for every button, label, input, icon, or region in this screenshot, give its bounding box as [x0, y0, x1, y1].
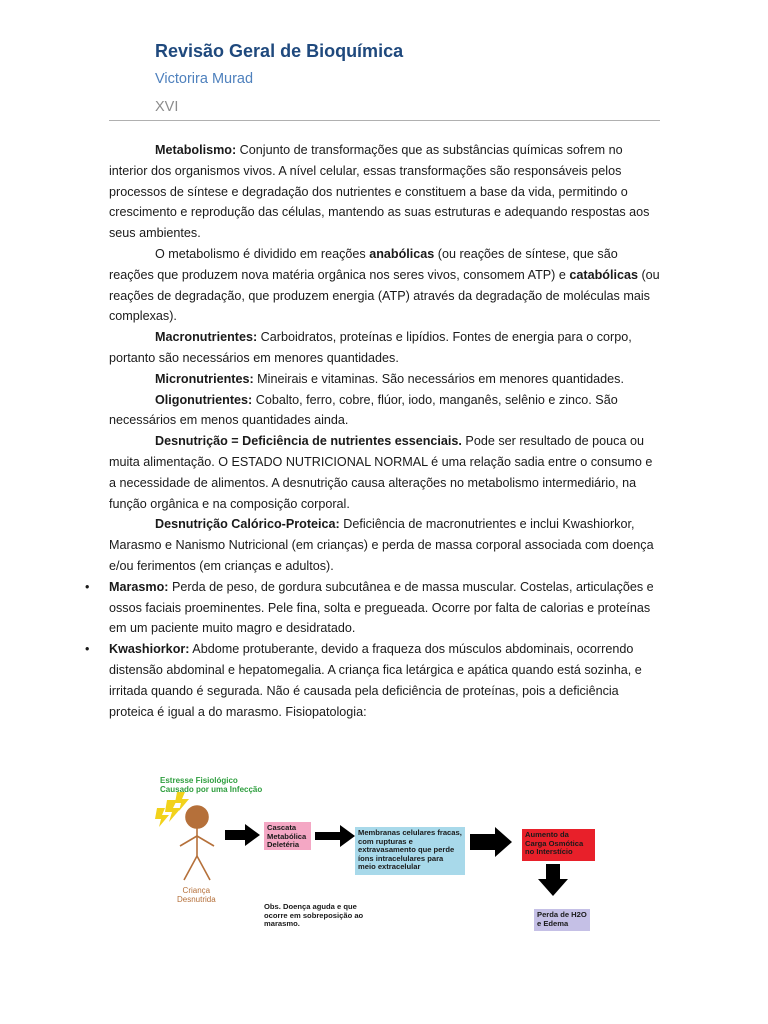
text-desnutricao: Pode ser resultado de pouca ou muita alimentação. O ESTADO NUTRICIONAL NORMAL é uma relação sadia entre o consumo e a necessidade de alimentos. A desnutrição causa alterações no metabolismo intermediário, na função orgânica e na composição corporal.	[109, 434, 653, 511]
text-oligonutrientes: Cobalto, ferro, cobre, flúor, iodo, manganês, selênio e zinco. São necessários em menos quantidades ainda.	[109, 392, 618, 428]
bullet-marker: •	[85, 642, 90, 657]
paragraph-oligonutrientes	[109, 390, 660, 432]
text-divisao-1: O metabolismo é dividido em reações	[155, 246, 370, 261]
term-marasmo: Marasmo:	[109, 579, 169, 594]
document-author: Victorira Murad	[155, 71, 254, 87]
text-metabolismo: Conjunto de transformações que as substâncias químicas sofrem no interior dos organismos vivos. A nível celular, essas transformações são responsáveis pelos processos de síntese e degradação dos nutrientes e constituem a base da vida, permitindo o crescimento e reprodução das células, mantendo as suas estruturas e adequando respostas aos seus ambientes.	[109, 143, 650, 241]
box-membranas-celulares: Membranas celulares fracas, com rupturas e extravasamento que perde íons intracelulares para meio extracelular	[355, 827, 465, 875]
stress-label-line-2: Causado por uma Infecção	[160, 785, 263, 794]
term-anabolicas: anabólicas	[369, 246, 435, 261]
box-cascata-metabolica: Cascata Metabólica Deletéria	[264, 822, 311, 850]
text-desnutricao-calorico-proteica: Deficiência de macronutrientes e inclui Kwashiorkor, Marasmo e Nanismo Nutricional (em crianças) e perda de massa corporal associada com doença e/ou ferimentos (em crianças e adultos).	[109, 517, 654, 573]
diagram-note: Obs. Doença aguda e que ocorre em sobreposição ao marasmo.	[264, 902, 364, 929]
text-marasmo: Perda de peso, de gordura subcutânea e de massa muscular. Costelas, articulações e ossos faciais proeminentes. Pele fina, solta e pregueada. Ocorre por falta de calorias e proteínas em um paciente muito magro e desidratado.	[109, 579, 654, 636]
paragraph-micronutrientes	[109, 369, 660, 390]
stress-label-line-1: Estresse Fisiológico	[160, 776, 238, 785]
paragraph-desnutricao	[109, 431, 660, 514]
header-divider	[109, 120, 660, 121]
child-label-line-1: Criança	[182, 886, 211, 895]
child-label	[177, 886, 216, 904]
text-micronutrientes: Mineirais e vitaminas. São necessários em menores quantidades.	[253, 371, 624, 386]
arrow-down-icon	[538, 864, 568, 896]
paragraph-macronutrientes	[109, 327, 660, 369]
paragraph-desnutricao-calorico-proteica	[109, 514, 660, 576]
document-edition: XVI	[155, 99, 179, 115]
arrow-right-icon	[315, 825, 355, 847]
box-perda-h2o-edema: Perda de H2O e Edema	[534, 909, 590, 931]
term-desnutricao-calorico-proteica: Desnutrição Calórico-Proteica:	[155, 517, 340, 532]
text-macronutrientes: Carboidratos, proteínas e lipídios. Fontes de energia para o corpo, portanto são necessários em menores quantidades.	[109, 330, 632, 365]
child-figure-icon	[180, 806, 214, 880]
pathophysiology-diagram	[150, 772, 620, 942]
paragraph-divisao	[109, 244, 660, 327]
term-catabolicas: catabólicas	[569, 267, 638, 282]
list-item	[85, 639, 660, 722]
text-kwashiorkor: Abdome protuberante, devido a fraqueza dos músculos abdominais, ocorrendo distensão abdominal e hepatomegalia. A criança fica letárgica e apática quando está sozinha, e irritada quando é segurada. Não é causada pela deficiência de proteínas, pois a deficiência proteica é igual a do marasmo. Fisiopatologia:	[109, 642, 642, 719]
document-body	[85, 140, 660, 722]
term-kwashiorkor: Kwashiorkor:	[109, 642, 190, 657]
term-metabolismo: Metabolismo:	[155, 143, 237, 157]
term-desnutricao: Desnutrição = Deficiência de nutrientes essenciais.	[155, 434, 462, 449]
box-carga-osmotica: Aumento da Carga Osmótica no Interstício	[522, 829, 595, 861]
lightning-bolt-icon	[155, 792, 189, 827]
text-divisao-2: (ou reações de síntese, que são reações que produzem nova matéria orgânica nos seres vivos, consomem ATP) e	[109, 246, 618, 282]
text-divisao-3: (ou reações de degradação, que produzem energia (ATP) através da degradação de moléculas mais complexas).	[109, 267, 660, 324]
term-oligonutrientes: Oligonutrientes:	[155, 392, 253, 407]
arrow-right-icon	[470, 827, 512, 857]
term-macronutrientes: Macronutrientes:	[155, 330, 258, 345]
paragraph-metabolismo	[109, 140, 660, 244]
child-label-line-2: Desnutrida	[177, 895, 216, 904]
list-item	[85, 577, 660, 639]
term-micronutrientes: Micronutrientes:	[155, 371, 254, 386]
arrow-right-icon	[225, 824, 260, 846]
bullet-marker: •	[85, 579, 90, 594]
document-title: Revisão Geral de Bioquímica	[155, 41, 404, 61]
stress-label	[160, 776, 262, 794]
